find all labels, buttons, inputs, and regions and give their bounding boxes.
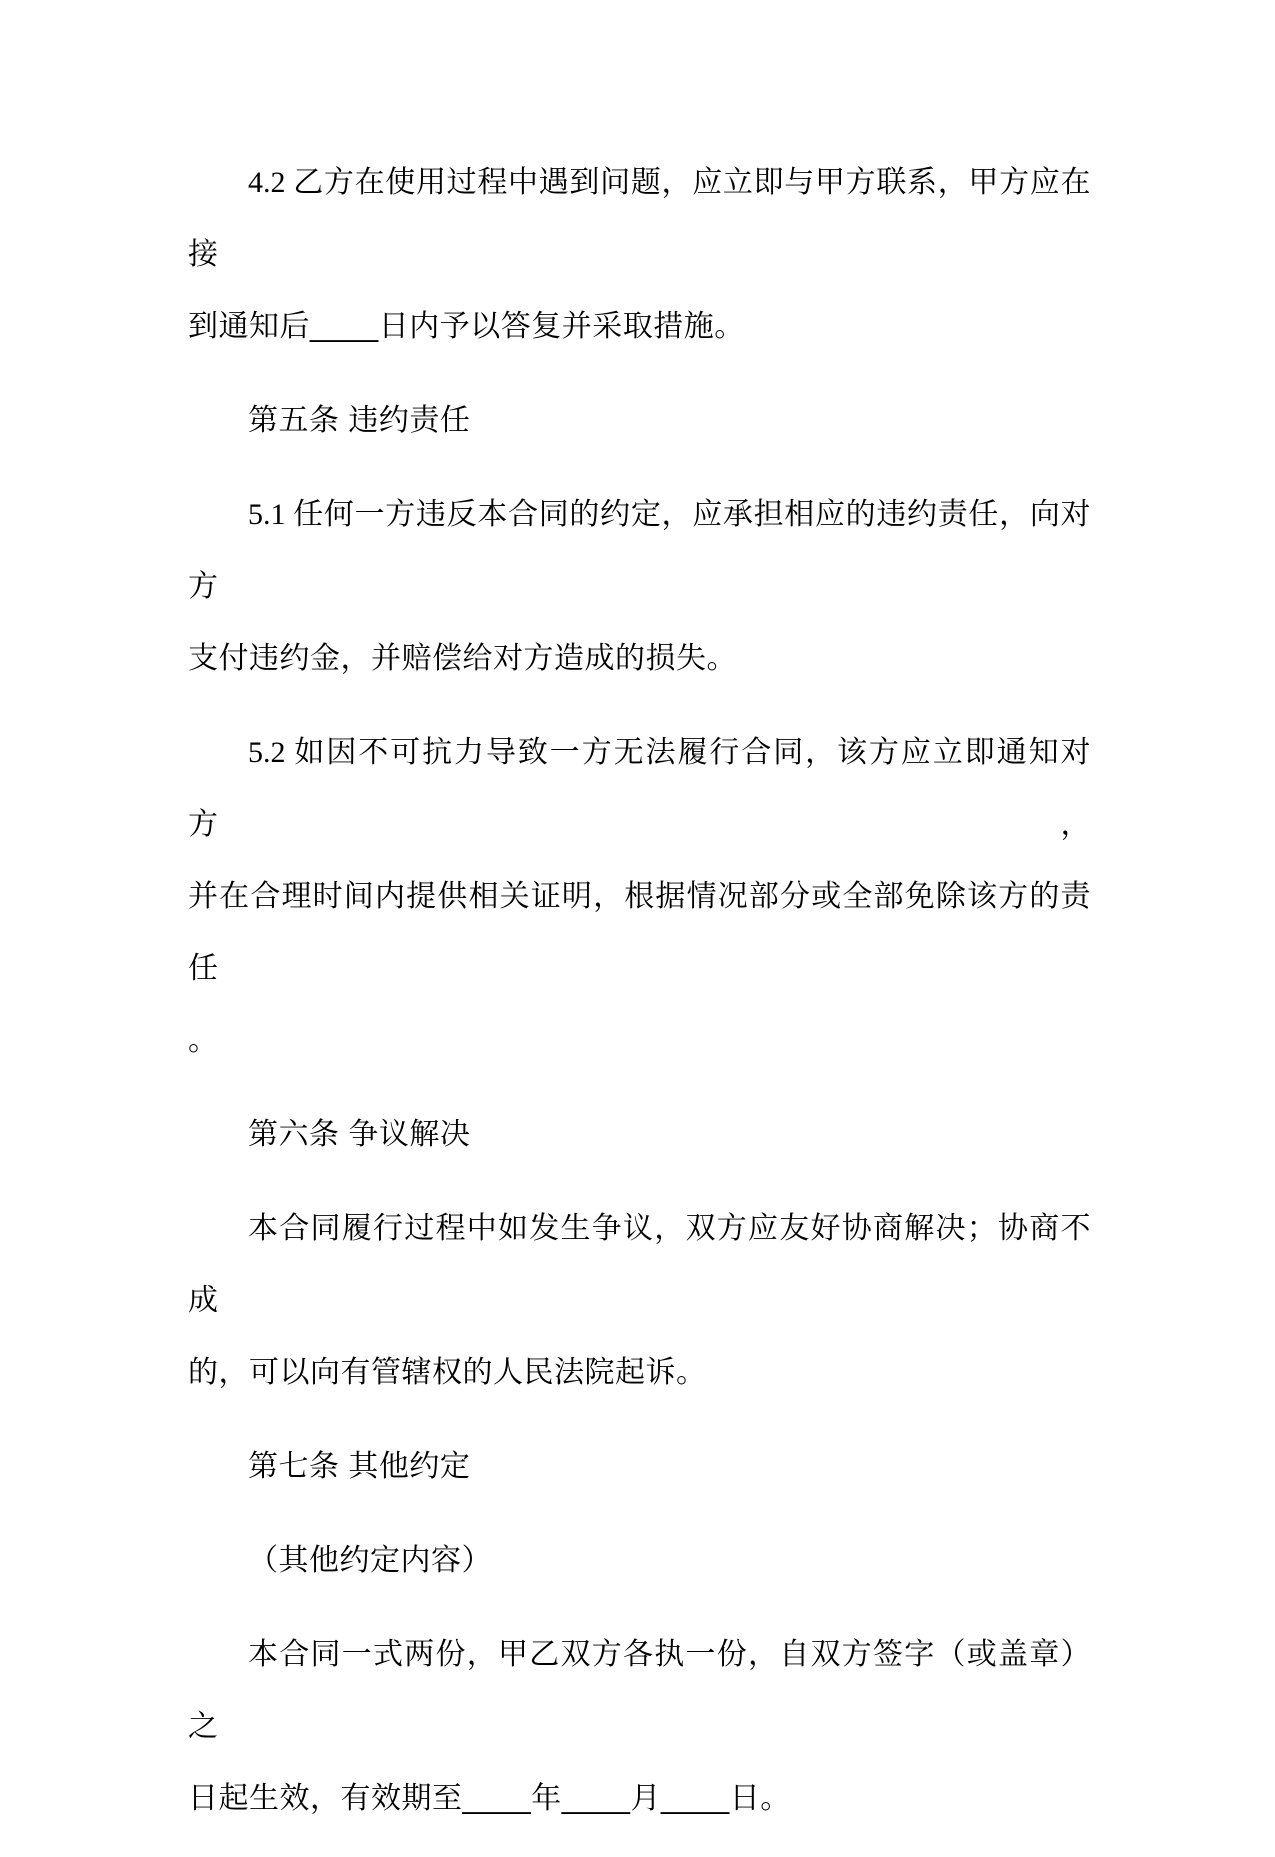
text-line: 第七条 其他约定 (248, 1450, 471, 1483)
heading-article-5 (188, 385, 1091, 457)
text-line: 4.2 乙方在使用过程中遇到问题，应立即与甲方联系，甲方应在接 (188, 166, 1092, 271)
clause-number: 5.2 (248, 736, 295, 769)
clause-5-2 (188, 717, 1091, 1077)
text-line: 支付违约金，并赔偿给对方造成的损失。 (188, 642, 737, 675)
text-line: 的，可以向有管辖权的人民法院起诉。 (188, 1356, 707, 1389)
closing-clause (188, 1619, 1091, 1835)
text-line: 到通知后____日内予以答复并采取措施。 (188, 310, 745, 343)
text-line: 日起生效，有效期至____年____月____日。 (188, 1782, 791, 1815)
text-line: （其他约定内容） (248, 1544, 492, 1577)
clause-number: 5.1 (248, 498, 294, 531)
clause-number: 4.2 (248, 166, 294, 199)
text-line: 第五条 违约责任 (248, 404, 471, 437)
text-line: 并在合理时间内提供相关证明，根据情况部分或全部免除该方的责任 (188, 880, 1091, 985)
text-line: 。 (188, 1024, 219, 1057)
heading-article-6 (188, 1099, 1091, 1171)
clause-7-placeholder (188, 1525, 1091, 1597)
text-line: 5.1 任何一方违反本合同的约定，应承担相应的违约责任，向对方 (188, 498, 1092, 603)
contract-body (188, 147, 1091, 1857)
clause-6-body (188, 1193, 1091, 1409)
heading-article-7 (188, 1431, 1091, 1503)
clause-4-2 (188, 147, 1091, 363)
text-line: 本合同一式两份，甲乙双方各执一份，自双方签字（或盖章）之 (188, 1638, 1091, 1743)
text-line: 5.2 如因不可抗力导致一方无法履行合同，该方应立即通知对方， (188, 736, 1092, 841)
text-line: 本合同履行过程中如发生争议，双方应友好协商解决；协商不成 (188, 1212, 1091, 1317)
text-line: 第六条 争议解决 (248, 1118, 471, 1151)
clause-5-1 (188, 479, 1091, 695)
